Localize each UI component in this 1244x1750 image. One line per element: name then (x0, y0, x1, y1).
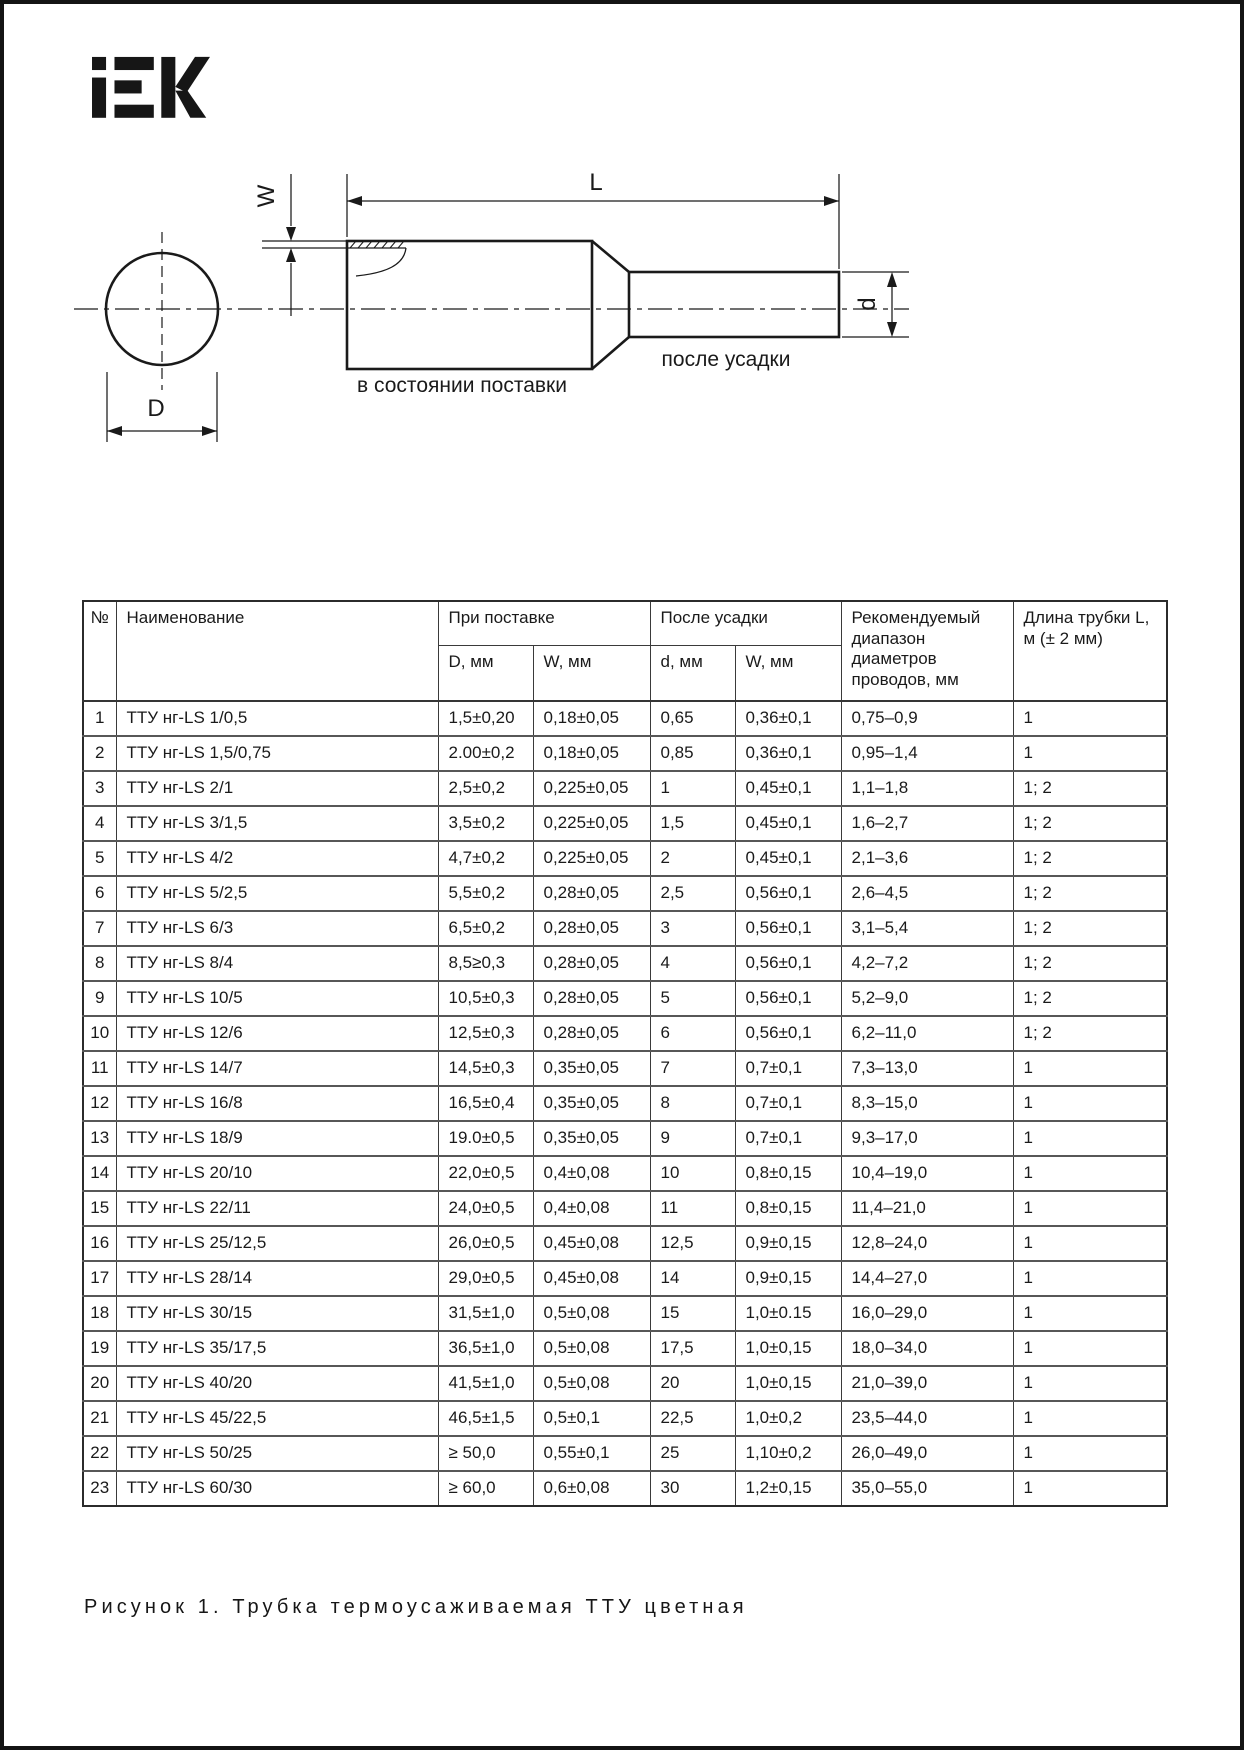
cell-w_supply: 0,5±0,08 (533, 1366, 650, 1401)
cell-range: 18,0–34,0 (841, 1331, 1013, 1366)
arrowhead-icon (202, 426, 217, 436)
cell-num: 17 (83, 1261, 116, 1296)
cell-name: ТТУ нг-LS 30/15 (116, 1296, 438, 1331)
cell-name: ТТУ нг-LS 6/3 (116, 911, 438, 946)
cell-w_supply: 0,28±0,05 (533, 876, 650, 911)
cell-w_supply: 0,18±0,05 (533, 701, 650, 736)
cell-w_supply: 0,35±0,05 (533, 1121, 650, 1156)
cell-length: 1 (1013, 1401, 1167, 1436)
arrowhead-icon (887, 272, 897, 287)
cell-w_supply: 0,5±0,08 (533, 1331, 650, 1366)
cell-w_shrink: 0,56±0,1 (735, 981, 841, 1016)
cell-length: 1 (1013, 1471, 1167, 1506)
cell-name: ТТУ нг-LS 2/1 (116, 771, 438, 806)
cell-d_supply: 6,5±0,2 (438, 911, 533, 946)
table-row (83, 771, 1167, 806)
tube-shrunk-body (629, 272, 839, 337)
cell-w_supply: 0,4±0,08 (533, 1191, 650, 1226)
cell-w_supply: 0,45±0,08 (533, 1261, 650, 1296)
cell-d_supply: 41,5±1,0 (438, 1366, 533, 1401)
cell-range: 2,1–3,6 (841, 841, 1013, 876)
table-row (83, 1331, 1167, 1366)
cell-num: 4 (83, 806, 116, 841)
header-d-shrink: d, мм (650, 645, 735, 701)
cell-name: ТТУ нг-LS 45/22,5 (116, 1401, 438, 1436)
cell-d_shrink: 30 (650, 1471, 735, 1506)
cell-num: 15 (83, 1191, 116, 1226)
cell-name: ТТУ нг-LS 4/2 (116, 841, 438, 876)
cell-d_shrink: 15 (650, 1296, 735, 1331)
cell-d_supply: 24,0±0,5 (438, 1191, 533, 1226)
cell-d_supply: 31,5±1,0 (438, 1296, 533, 1331)
cell-range: 3,1–5,4 (841, 911, 1013, 946)
table-row (83, 1401, 1167, 1436)
cell-range: 5,2–9,0 (841, 981, 1013, 1016)
cell-name: ТТУ нг-LS 20/10 (116, 1156, 438, 1191)
cell-w_shrink: 0,36±0,1 (735, 736, 841, 771)
cell-num: 16 (83, 1226, 116, 1261)
cell-w_supply: 0,5±0,1 (533, 1401, 650, 1436)
cell-d_supply: 2,5±0,2 (438, 771, 533, 806)
cell-w_shrink: 1,0±0.15 (735, 1296, 841, 1331)
cell-d_shrink: 12,5 (650, 1226, 735, 1261)
arrowhead-icon (887, 322, 897, 337)
cell-d_shrink: 20 (650, 1366, 735, 1401)
cell-d_shrink: 22,5 (650, 1401, 735, 1436)
cell-w_shrink: 0,45±0,1 (735, 771, 841, 806)
cell-d_shrink: 9 (650, 1121, 735, 1156)
cell-length: 1 (1013, 1261, 1167, 1296)
cell-range: 0,75–0,9 (841, 701, 1013, 736)
cell-length: 1; 2 (1013, 1016, 1167, 1051)
spec-table-header (83, 601, 1167, 701)
cell-w_shrink: 0,7±0,1 (735, 1121, 841, 1156)
cell-range: 8,3–15,0 (841, 1086, 1013, 1121)
cell-num: 21 (83, 1401, 116, 1436)
cell-num: 14 (83, 1156, 116, 1191)
table-row (83, 911, 1167, 946)
cell-d_supply: 10,5±0,3 (438, 981, 533, 1016)
cell-d_shrink: 14 (650, 1261, 735, 1296)
cell-num: 10 (83, 1016, 116, 1051)
cell-w_shrink: 0,36±0,1 (735, 701, 841, 736)
table-row (83, 876, 1167, 911)
cell-name: ТТУ нг-LS 1,5/0,75 (116, 736, 438, 771)
cell-w_shrink: 1,0±0,2 (735, 1401, 841, 1436)
cell-d_shrink: 17,5 (650, 1331, 735, 1366)
cell-range: 9,3–17,0 (841, 1121, 1013, 1156)
iek-logo-icon (92, 56, 210, 118)
cell-d_shrink: 1,5 (650, 806, 735, 841)
cell-num: 22 (83, 1436, 116, 1471)
cell-d_supply: 36,5±1,0 (438, 1331, 533, 1366)
cell-name: ТТУ нг-LS 10/5 (116, 981, 438, 1016)
header-length: Длина трубки L, м (± 2 мм) (1013, 601, 1167, 701)
cell-w_shrink: 0,56±0,1 (735, 946, 841, 981)
tube-supply-body (347, 241, 592, 369)
cell-range: 1,1–1,8 (841, 771, 1013, 806)
cell-w_shrink: 0,8±0,15 (735, 1191, 841, 1226)
cell-range: 11,4–21,0 (841, 1191, 1013, 1226)
cell-length: 1; 2 (1013, 911, 1167, 946)
cell-d_shrink: 0,85 (650, 736, 735, 771)
tube-technical-drawing (4, 144, 1244, 504)
cell-name: ТТУ нг-LS 12/6 (116, 1016, 438, 1051)
cell-name: ТТУ нг-LS 18/9 (116, 1121, 438, 1156)
table-row (83, 806, 1167, 841)
cell-d_supply: ≥ 60,0 (438, 1471, 533, 1506)
cell-d_shrink: 25 (650, 1436, 735, 1471)
header-range: Рекомендуемый диапазон диаметров проводов, мм (841, 601, 1013, 701)
cell-num: 6 (83, 876, 116, 911)
cell-w_shrink: 0,56±0,1 (735, 876, 841, 911)
cell-w_shrink: 0,56±0,1 (735, 1016, 841, 1051)
table-row (83, 701, 1167, 736)
table-row (83, 1156, 1167, 1191)
table-row (83, 1051, 1167, 1086)
cell-num: 13 (83, 1121, 116, 1156)
table-row (83, 981, 1167, 1016)
cell-name: ТТУ нг-LS 22/11 (116, 1191, 438, 1226)
cell-name: ТТУ нг-LS 25/12,5 (116, 1226, 438, 1261)
table-row (83, 1191, 1167, 1226)
cell-d_shrink: 5 (650, 981, 735, 1016)
cell-d_supply: 46,5±1,5 (438, 1401, 533, 1436)
cell-name: ТТУ нг-LS 50/25 (116, 1436, 438, 1471)
cell-range: 16,0–29,0 (841, 1296, 1013, 1331)
table-row (83, 1436, 1167, 1471)
table-row (83, 1226, 1167, 1261)
cell-length: 1 (1013, 1051, 1167, 1086)
cell-name: ТТУ нг-LS 1/0,5 (116, 701, 438, 736)
figure-caption: Рисунок 1. Трубка термоусаживаемая ТТУ цветная (84, 1596, 748, 1618)
cell-d_supply: 22,0±0,5 (438, 1156, 533, 1191)
cell-w_shrink: 1,0±0,15 (735, 1366, 841, 1401)
header-w-supply: W, мм (533, 645, 650, 701)
label-d: d (854, 297, 881, 311)
cell-w_supply: 0,28±0,05 (533, 1016, 650, 1051)
cell-range: 10,4–19,0 (841, 1156, 1013, 1191)
cell-d_shrink: 0,65 (650, 701, 735, 736)
cell-w_shrink: 0,9±0,15 (735, 1261, 841, 1296)
table-row (83, 1471, 1167, 1506)
cell-d_shrink: 1 (650, 771, 735, 806)
cell-w_supply: 0,5±0,08 (533, 1296, 650, 1331)
table-row (83, 1366, 1167, 1401)
cell-d_supply: 5,5±0,2 (438, 876, 533, 911)
table-row (83, 1086, 1167, 1121)
cell-w_shrink: 0,7±0,1 (735, 1086, 841, 1121)
cell-length: 1 (1013, 1296, 1167, 1331)
cell-length: 1; 2 (1013, 946, 1167, 981)
cell-d_supply: 16,5±0,4 (438, 1086, 533, 1121)
taper-lines (592, 241, 629, 369)
cell-length: 1 (1013, 1156, 1167, 1191)
cell-num: 11 (83, 1051, 116, 1086)
cell-num: 19 (83, 1331, 116, 1366)
cell-d_supply: 8,5≥0,3 (438, 946, 533, 981)
spec-table-body (83, 701, 1167, 1506)
table-row (83, 1121, 1167, 1156)
cell-range: 35,0–55,0 (841, 1471, 1013, 1506)
cell-w_shrink: 0,56±0,1 (735, 911, 841, 946)
cell-w_shrink: 1,0±0,15 (735, 1331, 841, 1366)
cell-d_supply: 1,5±0,20 (438, 701, 533, 736)
cell-d_shrink: 8 (650, 1086, 735, 1121)
cell-range: 2,6–4,5 (841, 876, 1013, 911)
cell-d_shrink: 3 (650, 911, 735, 946)
cell-name: ТТУ нг-LS 16/8 (116, 1086, 438, 1121)
cell-d_supply: 3,5±0,2 (438, 806, 533, 841)
cell-length: 1; 2 (1013, 771, 1167, 806)
table-row (83, 1261, 1167, 1296)
cell-range: 1,6–2,7 (841, 806, 1013, 841)
cell-w_supply: 0,45±0,08 (533, 1226, 650, 1261)
cell-length: 1 (1013, 1331, 1167, 1366)
cell-name: ТТУ нг-LS 28/14 (116, 1261, 438, 1296)
cell-range: 6,2–11,0 (841, 1016, 1013, 1051)
cell-w_supply: 0,28±0,05 (533, 946, 650, 981)
cell-w_supply: 0,35±0,05 (533, 1051, 650, 1086)
cell-length: 1 (1013, 1436, 1167, 1471)
cell-w_shrink: 0,45±0,1 (735, 806, 841, 841)
cell-num: 5 (83, 841, 116, 876)
cell-range: 14,4–27,0 (841, 1261, 1013, 1296)
cell-w_supply: 0,28±0,05 (533, 981, 650, 1016)
table-row (83, 736, 1167, 771)
cell-length: 1; 2 (1013, 806, 1167, 841)
cell-w_shrink: 0,8±0,15 (735, 1156, 841, 1191)
header-name: Наименование (116, 601, 438, 701)
cell-w_shrink: 1,10±0,2 (735, 1436, 841, 1471)
cell-name: ТТУ нг-LS 14/7 (116, 1051, 438, 1086)
cell-range: 12,8–24,0 (841, 1226, 1013, 1261)
cell-w_supply: 0,35±0,05 (533, 1086, 650, 1121)
cell-num: 1 (83, 701, 116, 736)
cell-name: ТТУ нг-LS 3/1,5 (116, 806, 438, 841)
cell-num: 12 (83, 1086, 116, 1121)
cell-w_supply: 0,4±0,08 (533, 1156, 650, 1191)
cell-d_supply: 29,0±0,5 (438, 1261, 533, 1296)
cell-w_supply: 0,6±0,08 (533, 1471, 650, 1506)
cell-d_supply: 19.0±0,5 (438, 1121, 533, 1156)
cell-d_shrink: 11 (650, 1191, 735, 1226)
cell-range: 23,5–44,0 (841, 1401, 1013, 1436)
cell-num: 20 (83, 1366, 116, 1401)
cell-w_supply: 0,225±0,05 (533, 841, 650, 876)
cell-range: 26,0–49,0 (841, 1436, 1013, 1471)
cell-num: 7 (83, 911, 116, 946)
cell-length: 1 (1013, 1121, 1167, 1156)
cell-length: 1; 2 (1013, 981, 1167, 1016)
arrowhead-icon (286, 227, 296, 241)
cell-range: 0,95–1,4 (841, 736, 1013, 771)
cell-d_supply: 2.00±0,2 (438, 736, 533, 771)
cell-name: ТТУ нг-LS 35/17,5 (116, 1331, 438, 1366)
arrowhead-icon (824, 196, 839, 206)
cell-length: 1 (1013, 701, 1167, 736)
cell-num: 9 (83, 981, 116, 1016)
cell-d_supply: 4,7±0,2 (438, 841, 533, 876)
bore-curve (356, 248, 406, 276)
cell-w_supply: 0,225±0,05 (533, 806, 650, 841)
cell-d_shrink: 2,5 (650, 876, 735, 911)
cell-w_shrink: 0,45±0,1 (735, 841, 841, 876)
label-W: W (253, 184, 280, 208)
arrowhead-icon (286, 248, 296, 262)
cell-d_shrink: 10 (650, 1156, 735, 1191)
cell-length: 1 (1013, 1191, 1167, 1226)
table-row (83, 946, 1167, 981)
cell-num: 2 (83, 736, 116, 771)
cell-name: ТТУ нг-LS 8/4 (116, 946, 438, 981)
cell-range: 4,2–7,2 (841, 946, 1013, 981)
cell-d_supply: 14,5±0,3 (438, 1051, 533, 1086)
cell-length: 1 (1013, 736, 1167, 771)
cell-d_shrink: 4 (650, 946, 735, 981)
arrowhead-icon (107, 426, 122, 436)
cell-name: ТТУ нг-LS 5/2,5 (116, 876, 438, 911)
header-group-shrink: После усадки (650, 601, 841, 645)
header-group-supply: При поставке (438, 601, 650, 645)
table-row (83, 1296, 1167, 1331)
cell-name: ТТУ нг-LS 40/20 (116, 1366, 438, 1401)
wall-extension-lines (262, 241, 347, 248)
cell-w_supply: 0,28±0,05 (533, 911, 650, 946)
header-d-supply: D, мм (438, 645, 533, 701)
cell-w_shrink: 1,2±0,15 (735, 1471, 841, 1506)
arrowhead-icon (347, 196, 362, 206)
label-D: D (147, 395, 165, 422)
spec-table (82, 600, 1168, 1507)
cell-num: 3 (83, 771, 116, 806)
cell-d_supply: 26,0±0,5 (438, 1226, 533, 1261)
cell-d_shrink: 2 (650, 841, 735, 876)
cell-d_shrink: 7 (650, 1051, 735, 1086)
cell-w_shrink: 0,9±0,15 (735, 1226, 841, 1261)
cell-length: 1; 2 (1013, 841, 1167, 876)
header-num: № (83, 601, 116, 701)
label-supply-state: в состоянии поставки (357, 374, 567, 397)
cell-w_supply: 0,225±0,05 (533, 771, 650, 806)
cell-name: ТТУ нг-LS 60/30 (116, 1471, 438, 1506)
cell-num: 8 (83, 946, 116, 981)
cell-d_shrink: 6 (650, 1016, 735, 1051)
cell-num: 18 (83, 1296, 116, 1331)
label-after-shrink: после усадки (661, 348, 791, 371)
cell-length: 1; 2 (1013, 876, 1167, 911)
cell-w_shrink: 0,7±0,1 (735, 1051, 841, 1086)
cell-d_supply: 12,5±0,3 (438, 1016, 533, 1051)
cell-w_supply: 0,18±0,05 (533, 736, 650, 771)
cell-w_supply: 0,55±0,1 (533, 1436, 650, 1471)
cell-d_supply: ≥ 50,0 (438, 1436, 533, 1471)
cell-num: 23 (83, 1471, 116, 1506)
cell-length: 1 (1013, 1226, 1167, 1261)
header-w-shrink: W, мм (735, 645, 841, 701)
cell-range: 21,0–39,0 (841, 1366, 1013, 1401)
cell-range: 7,3–13,0 (841, 1051, 1013, 1086)
table-row (83, 1016, 1167, 1051)
table-row (83, 841, 1167, 876)
cell-length: 1 (1013, 1086, 1167, 1121)
label-L: L (589, 169, 603, 196)
cell-length: 1 (1013, 1366, 1167, 1401)
